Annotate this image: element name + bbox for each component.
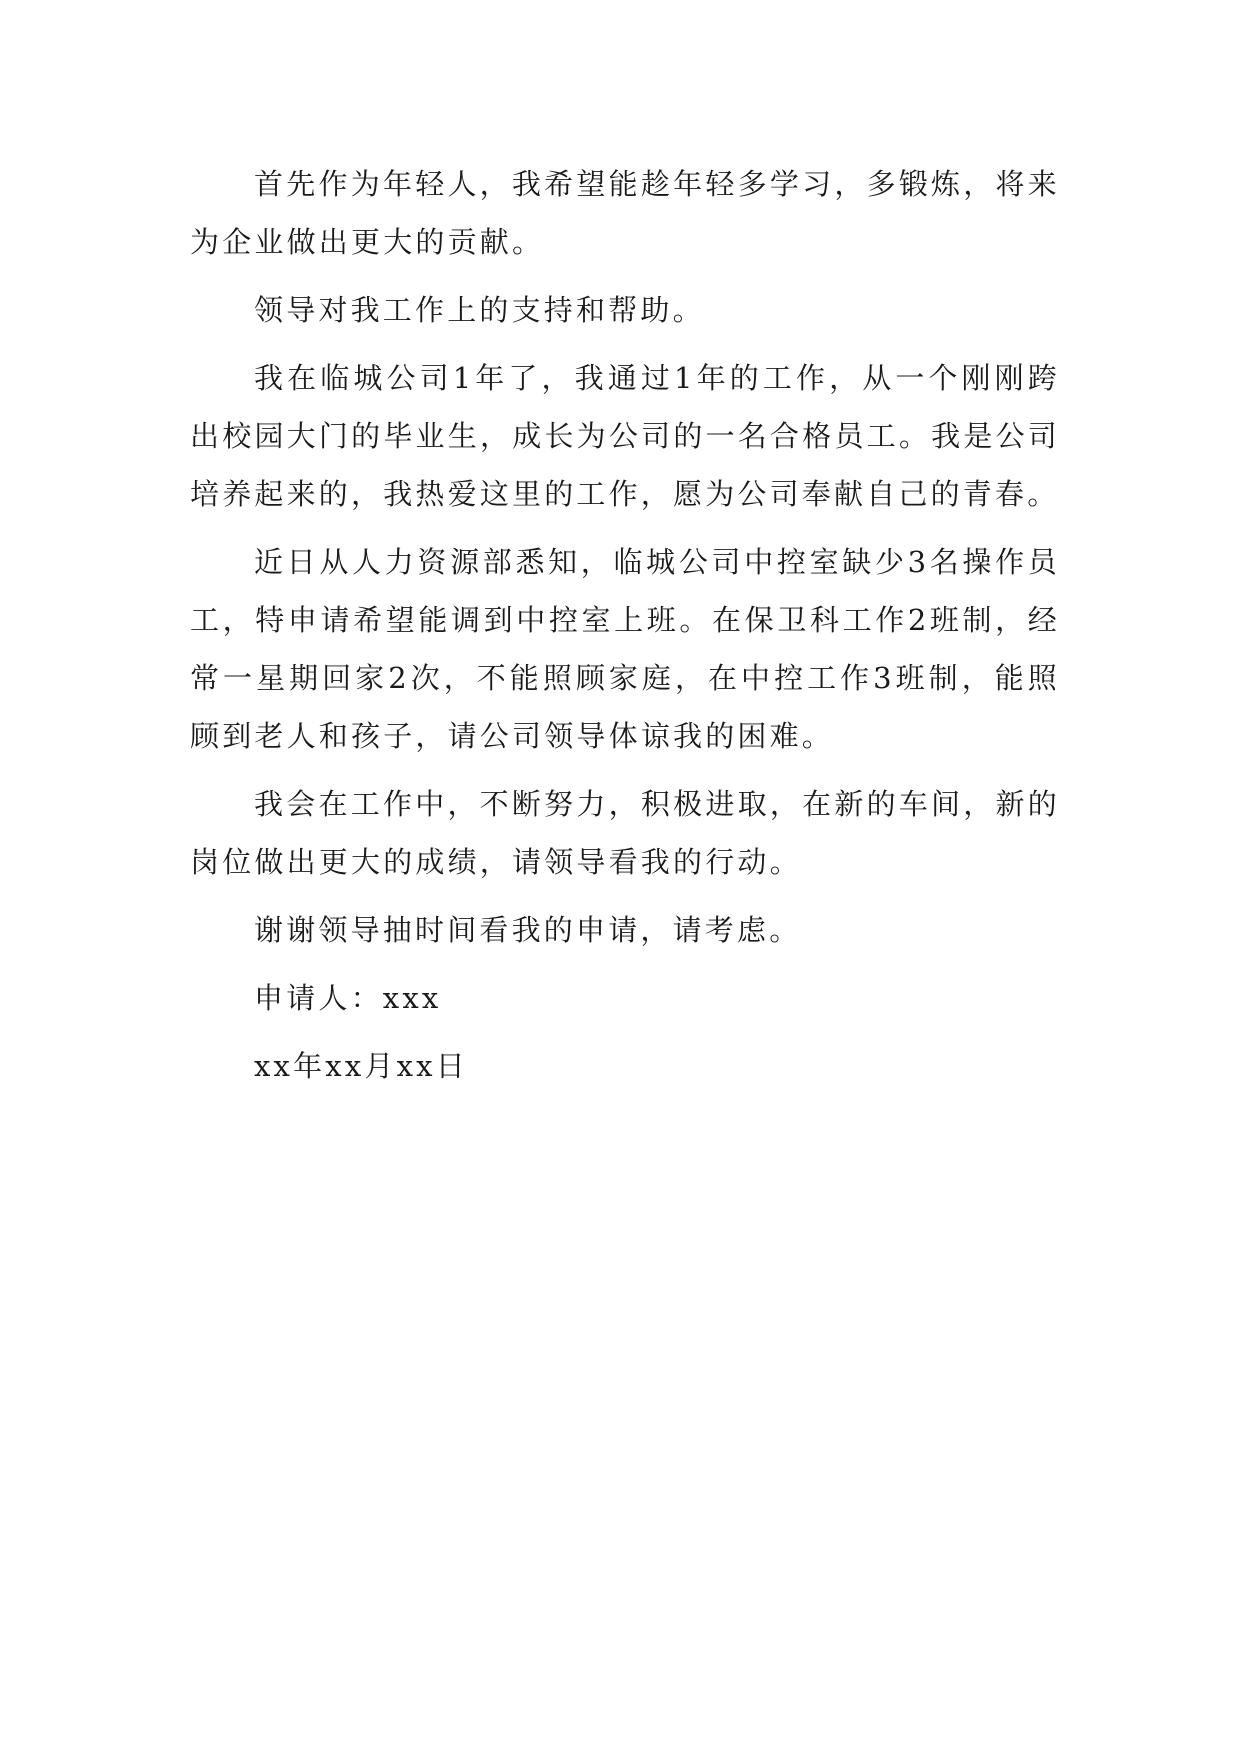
paragraph-3: 我在临城公司1年了，我通过1年的工作，从一个刚刚跨出校园大门的毕业生，成长为公司的一名合格员工。我是公司培养起来的，我热爱这里的工作，愿为公司奉献自己的青春。: [190, 361, 1060, 511]
paragraph-5: 我会在工作中，不断努力，积极进取，在新的车间，新的岗位做出更大的成绩，请领导看我的行动。: [190, 787, 1060, 879]
paragraph-2: 领导对我工作上的支持和帮助。: [254, 293, 705, 327]
applicant-signature: 申请人：xxx: [254, 981, 442, 1015]
application-date: xx年xx月xx日: [254, 1049, 468, 1083]
document-body: [190, 155, 1060, 1105]
paragraph-4: 近日从人力资源部悉知，临城公司中控室缺少3名操作员工，特申请希望能调到中控室上班。在保卫科工作2班制，经常一星期回家2次，不能照顾家庭，在中控工作3班制，能照顾到老人和孩子，请公司领导体谅我的困难。: [190, 545, 1060, 753]
paragraph-6: 谢谢领导抽时间看我的申请，请考虑。: [254, 913, 802, 947]
paragraph-1: 首先作为年轻人，我希望能趁年轻多学习，多锻炼，将来为企业做出更大的贡献。: [190, 167, 1060, 259]
